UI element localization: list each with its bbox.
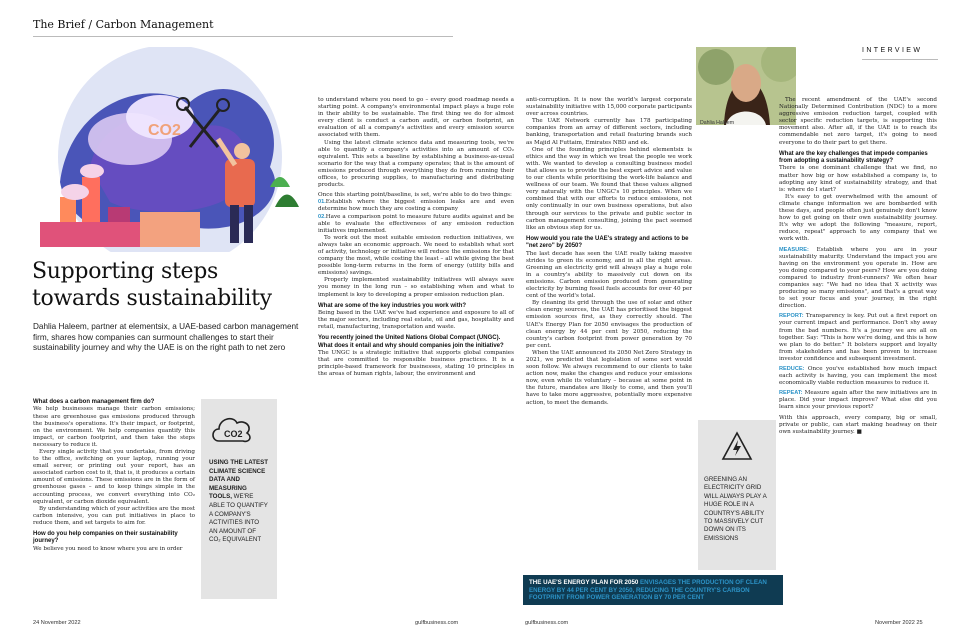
list-item-2: 02.Have a comparison point to measure future audits against and be able to evaluate the effectiveness of any emission reduction initiatives implemented.: [318, 213, 514, 234]
energy-pullout-text: GREENING AN ELECTRICITY GRID WILL ALWAYS PLAY A HUGE ROLE IN A COUNTRY'S ABILITY TO MASSIVELY CUT DOWN ON ITS EMISSIONS: [704, 476, 767, 542]
col2-paragraph-7: The UNGC is a strategic initiative that supports global companies that are committed to responsible business practices. It is a principle-based framework for businesses, stating 10 principles in the areas of human rights, labour, the environment and: [318, 350, 514, 378]
energy-pullout-box: [698, 420, 776, 570]
col4-paragraph-2: There is one dominant challenge that we find, no matter how big or how established a company is, to adopting any kind of sustainability strategy, and that is: where do I start?: [779, 165, 937, 193]
footer-center-left: gulfbusiness.com: [415, 620, 459, 626]
col2-paragraph-2: Using the latest climate science data and measuring tools, we're able to quantify a company's activities into an amount of CO₂ equivalent. This sets a baseline by establishing a business-as-usual scenario for the way that a company operates; that is the amount of emissions produced through everything they do from running their offices, to procuring supplies, to manufacturing and distributing products.: [318, 139, 514, 189]
standfirst: Dahlia Haleem, partner at elementsix, a UAE-based carbon management firm, shares how companies can surmount challenges to start their sustainability journey and why the UAE is on the right path to net zero: [33, 322, 299, 352]
step-reduce: REDUCE: Once you've established how much impact each activity is having, you can implement the most economically viable reduction measures to reduce it.: [779, 366, 937, 387]
col2-paragraph-4: To work out the most suitable emission reduction initiatives, we always take an economic approach. We need to establish what sort of activity, technology or initiative will reduce the emissions for that company the most, while costing the least – all while giving the best possible long-term returns in the form of energy (utility bills and emissions) savings.: [318, 234, 514, 277]
carbon-illustration: [20, 47, 315, 252]
col3-paragraph-4: The last decade has seen the UAE really taking massive strides to green its economy, and in all the right areas. Greening an electricity grid will always play a huge role in a country's ability to massively cut down on its emissions. Carbon emission produced from generating electricity by burning fossil fuels accounts for over 40 per cent of the world's total.: [526, 250, 692, 300]
col3-paragraph-6: When the UAE announced its 2050 Net Zero Strategy in 2021, we predicted that legislation of some sort would soon follow. We always recommend to our clients to take action now, make the changes and reduce your emissions now, even while its voluntary – because at some point in the future, mandates are likely to come, and then you'll have to take more aggressive, potentially more expensive action, to meet the demands.: [526, 349, 692, 406]
col1-paragraph-2: Every single activity that you undertake, from driving to the office, switching on your laptop, running your email server, or printing out your report, has an associated carbon cost to it, that is, it produces a certain amount of emissions. These emissions are in the form of greenhouse gases – and to keep things simple in the accounting process, we convert everything into CO₂ equivalent, or carbon dioxide equivalent.: [33, 448, 195, 505]
col4-paragraph-4: With this approach, every company, big or small, private or public, can start making headway on their own sustainability journey. ■: [779, 414, 937, 435]
col3-paragraph-5: By cleaning its grid through the use of solar and other clean energy sources, the UAE has prioritised the biggest emission sources first, as they correctly should. The UAE's Energy Plan for 2050 envisages the production of clean energy by 44 per cent by 2050, reducing the country's carbon footprint from power generation by 70 per cent.: [526, 300, 692, 349]
pullout-box: [201, 399, 277, 599]
col2-paragraph-5: Properly implemented sustainability initiatives will always save you money in the long run – so establishing when and what to implement is key to developing a proper emission reduction plan.: [318, 277, 514, 298]
banner-white: THE UAE'S ENERGY PLAN FOR 2050: [529, 579, 639, 586]
col1-paragraph-4: We believe you need to know where you are in order: [33, 545, 183, 552]
lightning-bolt-icon: [720, 430, 754, 464]
list-number-1: 01.: [318, 199, 326, 206]
question-3: What are some of the key industries you work with?: [318, 302, 467, 309]
svg-text:CO2: CO2: [224, 429, 243, 439]
co2-cloud-icon: [209, 409, 255, 449]
header-rule-right: [862, 59, 938, 60]
pullout-bold: USING THE LATEST CLIMATE SCIENCE DATA AND MEASURING TOOLS,: [209, 459, 269, 501]
co2-label: CO2: [148, 122, 181, 139]
footer-left: 24 November 2022: [33, 620, 81, 626]
step-repeat: REPEAT: Measure again after the new initiatives are in place. Did your impact improve? What else did you learn since your previous report?: [779, 390, 937, 411]
title-line-1: Supporting steps: [32, 259, 219, 284]
col2-paragraph-3: Once this starting point/baseline, is set, we're able to do two things:: [318, 192, 512, 199]
col1-paragraph-3: By understanding which of your activities are the most carbon intensive, you can put initiatives in place to reduce them, and set targets to aim for.: [33, 505, 195, 526]
question-2: How do you help companies on their sustainability journey?: [33, 531, 178, 545]
col1-paragraph-1: We help businesses manage their carbon emissions; these are greenhouse gas emissions produced through the business's operations. It's their impact, or footprint, on the environment. We help companies quantify this impact, or carbon footprint, and then take the steps necessary to reduce it.: [33, 406, 195, 448]
column-2: [318, 97, 514, 379]
interview-tag: INTERVIEW: [862, 47, 923, 54]
question-1: What does a carbon management firm do?: [33, 399, 155, 405]
energy-banner: [523, 575, 783, 605]
article-title: [32, 258, 272, 312]
col3-paragraph-1: anti-corruption. It is now the world's largest corporate sustainability initiative with 15,000 corporate participants over across countries.: [526, 97, 692, 118]
col4-paragraph-3: It's easy to get overwhelmed with the amount of climate change information we are bombarded with these days, and people often just genuinely don't know how to get going on their own sustainability journey. It's why we adopt the following "measure, report, reduce, repeat" approach to any company that we work with.: [779, 193, 937, 243]
column-4: [779, 97, 937, 436]
pullout-rest: WE'RE ABLE TO QUANTIFY A COMPANY'S ACTIVITIES INTO AN AMOUNT OF CO₂ EQUIVALENT: [209, 493, 268, 544]
step-measure: MEASURE: Establish where you are in your sustainability maturity. Understand the impact you are having on the environment you operate in. How are you doing compared to your peers? How are you doing compared to industry front-runners? We often hear companies say: "We had no idea that X activity was producing so many emissions", and that's a great way to set your focus and your journey, in the right direction.: [779, 246, 937, 310]
banner-blue: ENVISAGES THE PRODUCTION OF CLEAN ENERGY BY 44 PER CENT BY 2050, REDUCING THE COUNTRY'S CARBON FOOTPRINT FROM POWER GENERATION BY 70 PER CENT: [529, 579, 767, 602]
footer-center-right: gulfbusiness.com: [525, 620, 569, 626]
col2-paragraph-1: to understand where you need to go – every good roadmap needs a starting point. A company's environmental impact plays a huge role in their ability to be sustainable. The first thing we do for almost every client is conduct a carbon audit, or carbon footprint, an evaluation of all a company's activities and every emission source associated with them.: [318, 97, 514, 139]
column-3: [526, 97, 692, 407]
col4-paragraph-1: The recent amendment of the UAE's second Nationally Determined Contribution (NDC) to a more aggressive emission reduction target, coupled with sector specific reduction targets, is supporting this movement also. After all, if the UAE is to reach its commendable net zero target, it's going to need everyone to do their part to get there.: [779, 97, 937, 146]
col2-paragraph-6: Being based in the UAE we've had experience and exposure to all of the major sectors, including real estate, oil and gas, hospitality and retail, manufacturing, transportation and waste.: [318, 310, 514, 331]
list-number-2: 02.: [318, 213, 326, 220]
col3-paragraph-2: The UAE Network currently has 178 participating companies from an array of different sectors, including banking, transportation and retail featuring brands such as Majid Al Futtaim, Emirates NBD and ek.: [526, 118, 692, 146]
question-4: You recently joined the United Nations Global Compact (UNGC). What does it entail and why should companies join the initiative?: [318, 335, 504, 349]
portrait-caption: Dahlia Haleem: [700, 120, 735, 126]
list-item-1: 01.Establish where the biggest emission leaks are and even determine how much they are costing a company: [318, 199, 514, 213]
footer-right: November 2022 25: [875, 620, 923, 626]
col3-paragraph-3: One of the founding principles behind elementsix is ethics and the way in which we treat the people we work with. We wanted to develop a consulting business model that allows us to provide the best expert advice and value to our clients while prioritising the work-life balance and wellness of our team. We found that these values aligned very naturally with the UNGC's 10 principles. When we combined that with our efforts to reduce emissions, not only continually in our own business operations, but also through our services to the private and public sector in carbon management consulting, joining the pact seemed like an obvious step for us.: [526, 146, 692, 231]
question-6: What are the key challenges that impede companies from adopting a sustainability strategy?: [779, 150, 928, 165]
column-1: [33, 399, 195, 553]
title-line-2: towards sustainability: [32, 286, 272, 311]
header-rule-left: [33, 36, 453, 37]
section-header: The Brief / Carbon Management: [33, 18, 214, 31]
step-report: REPORT: Transparency is key. Put out a first report on your current impact and performance. Don't shy away from the bad numbers. It's a journey we are all on together. Say: "This is how we're doing, and this is how we plan to do better." It bolsters support and loyalty from stakeholders and has been proven to increase investor confidence and subsequent investment.: [779, 313, 937, 362]
pullout-text: [209, 459, 269, 545]
question-5: How would you rate the UAE's strategy and actions to be "net zero" by 2050?: [526, 235, 689, 250]
